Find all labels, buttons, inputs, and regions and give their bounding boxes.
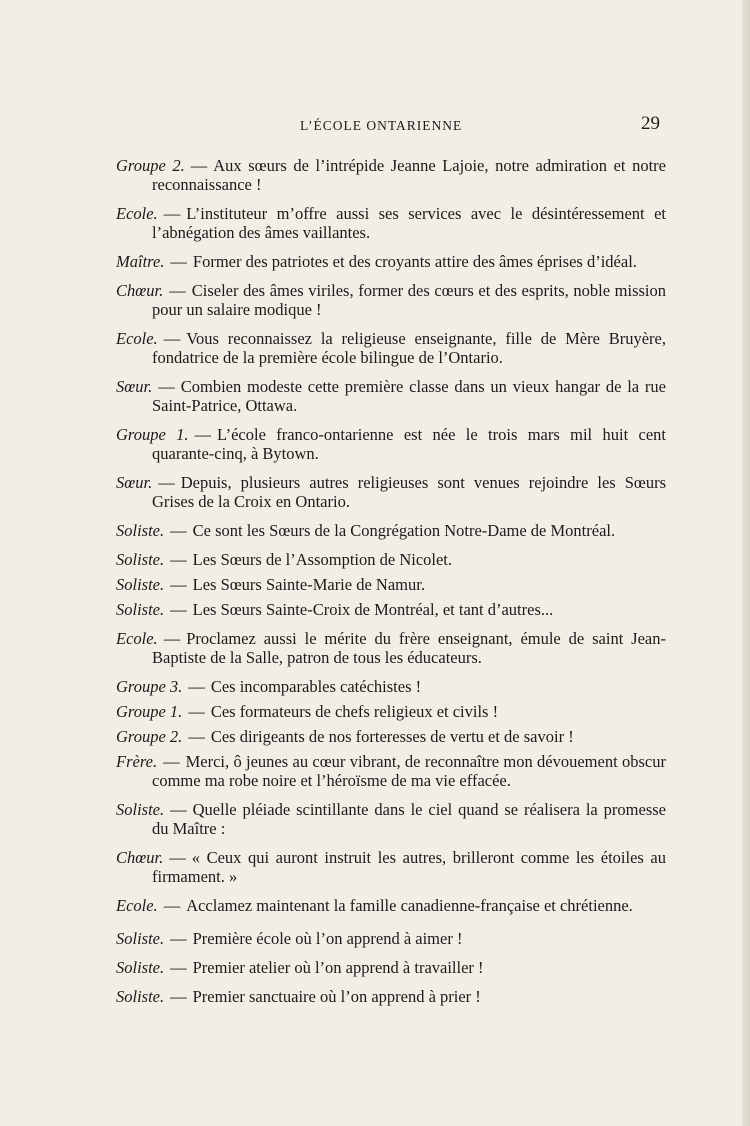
dialogue-dash: — [170,575,187,594]
dialogue-line: Combien modeste cette première classe dans un vieux hangar de la rue Saint-Patrice, Ottawa. [152,377,666,415]
speaker-label: Soliste. [116,600,165,619]
dialogue-entry [116,252,666,271]
dialogue-dash: — [194,425,212,444]
dialogue-dash: — [170,550,187,569]
dialogue-entry [116,727,666,746]
dialogue-dash: — [188,702,205,721]
speaker-label: Soliste. [116,987,165,1006]
dialogue-entry [116,425,666,463]
dialogue-entry [116,896,666,915]
dialogue-entry [116,848,666,886]
dialogue-entry [116,521,666,540]
dialogue-line: Premier atelier où l’on apprend à travailler ! [192,958,484,977]
speaker-label: Groupe 1. [116,425,189,444]
dialogue-dash: — [169,848,186,867]
running-title: L’ÉCOLE ONTARIENNE [300,118,463,133]
running-header [0,113,742,139]
dialogue-line: Merci, ô jeunes au cœur vibrant, de reconnaître mon dévouement obscur comme ma robe noire et l’héroïsme de ma vie effacée. [152,752,666,790]
speaker-label: Frère. [116,752,158,771]
dialogue-dash: — [158,473,175,492]
speaker-label: Groupe 2. [116,156,185,175]
speaker-label: Sœur. [116,377,153,396]
speaker-label: Groupe 1. [116,702,183,721]
dialogue-line: Former des patriotes et des croyants attire des âmes éprises d’idéal. [192,252,637,271]
dialogue-line: Depuis, plusieurs autres religieuses sont venues rejoindre les Sœurs Grises de la Croix en Ontario. [152,473,666,511]
dialogue-line: Ciseler des âmes viriles, former des cœurs et des esprits, noble mission pour un salaire modique ! [152,281,666,319]
speaker-label: Chœur. [116,848,164,867]
dialogue-dash: — [163,329,181,348]
dialogue-line: Quelle pléiade scintillante dans le ciel quand se réalisera la promesse du Maître : [152,800,666,838]
dialogue-line: L’école franco-ontarienne est née le trois mars mil huit cent quarante-cinq, à Bytown. [152,425,666,463]
dialogue-line: Ces incomparables catéchistes ! [210,677,422,696]
dialogue-dash: — [169,281,186,300]
speaker-label: Sœur. [116,473,153,492]
dialogue-dash: — [170,252,187,271]
dialogue-line: Proclamez aussi le mérite du frère enseignant, émule de saint Jean-Baptiste de la Salle, patron de tous les éducateurs. [152,629,666,667]
dialogue-line: Acclamez maintenant la famille canadienne-française et chrétienne. [186,896,633,915]
dialogue-line: Ce sont les Sœurs de la Congrégation Notre-Dame de Montréal. [192,521,616,540]
dialogue-line: Les Sœurs de l’Assomption de Nicolet. [192,550,453,569]
dialogue-line: « Ceux qui auront instruit les autres, brilleront comme les étoiles au firmament. » [152,848,666,886]
dialogue-entry [116,281,666,319]
dialogue-entry [116,752,666,790]
dialogue-entry [116,575,666,594]
dialogue-line: Vous reconnaissez la religieuse enseignante, fille de Mère Bruyère, fondatrice de la première école bilingue de l’Ontario. [152,329,666,367]
dialogue-entry [116,473,666,511]
dialogue-line: Ces dirigeants de nos forteresses de vertu et de savoir ! [210,727,574,746]
dialogue-dash: — [163,752,180,771]
dialogue-line: Les Sœurs Sainte-Marie de Namur. [192,575,425,594]
speaker-label: Soliste. [116,958,165,977]
speaker-label: Maître. [116,252,165,271]
speaker-label: Groupe 3. [116,677,183,696]
dialogue-entry [116,329,666,367]
speaker-label: Ecole. [116,629,158,648]
dialogue-dash: — [170,521,187,540]
speaker-label: Soliste. [116,575,165,594]
dialogue-entry [116,156,666,194]
dialogue-dash: — [188,677,205,696]
dialogue-dash: — [163,629,181,648]
dialogue-entry [116,987,666,1006]
page-number: 29 [641,113,660,134]
speaker-label: Groupe 2. [116,727,183,746]
dialogue-line: Aux sœurs de l’intrépide Jeanne Lajoie, notre admiration et notre reconnaissance ! [152,156,666,194]
dialogue-line: Première école où l’on apprend à aimer ! [192,929,463,948]
dialogue-dash: — [163,896,181,915]
speaker-label: Ecole. [116,204,158,223]
dialogue-dash: — [170,929,187,948]
speaker-label: Soliste. [116,521,165,540]
speaker-label: Soliste. [116,800,165,819]
dialogue-entry [116,677,666,696]
page-edge [742,0,750,1126]
speaker-label: Chœur. [116,281,164,300]
dialogue-entry [116,600,666,619]
dialogue-line: Les Sœurs Sainte-Croix de Montréal, et tant d’autres... [192,600,554,619]
dialogue-text [116,156,666,1016]
dialogue-dash: — [170,987,187,1006]
dialogue-entry [116,800,666,838]
dialogue-dash: — [188,727,205,746]
dialogue-dash: — [170,958,187,977]
dialogue-dash: — [163,204,181,223]
dialogue-entry [116,958,666,977]
speaker-label: Ecole. [116,329,158,348]
dialogue-entry [116,377,666,415]
dialogue-dash: — [190,156,208,175]
dialogue-dash: — [170,600,187,619]
dialogue-dash: — [170,800,187,819]
dialogue-line: Premier sanctuaire où l’on apprend à prier ! [192,987,481,1006]
speaker-label: Soliste. [116,929,165,948]
dialogue-entry [116,702,666,721]
dialogue-entry [116,204,666,242]
dialogue-dash: — [158,377,175,396]
dialogue-line: Ces formateurs de chefs religieux et civils ! [210,702,499,721]
dialogue-entry [116,629,666,667]
dialogue-entry [116,550,666,569]
speaker-label: Soliste. [116,550,165,569]
dialogue-entry [116,929,666,948]
speaker-label: Ecole. [116,896,158,915]
dialogue-line: L’instituteur m’offre aussi ses services avec le désintéressement et l’abnégation des âmes vaillantes. [152,204,666,242]
